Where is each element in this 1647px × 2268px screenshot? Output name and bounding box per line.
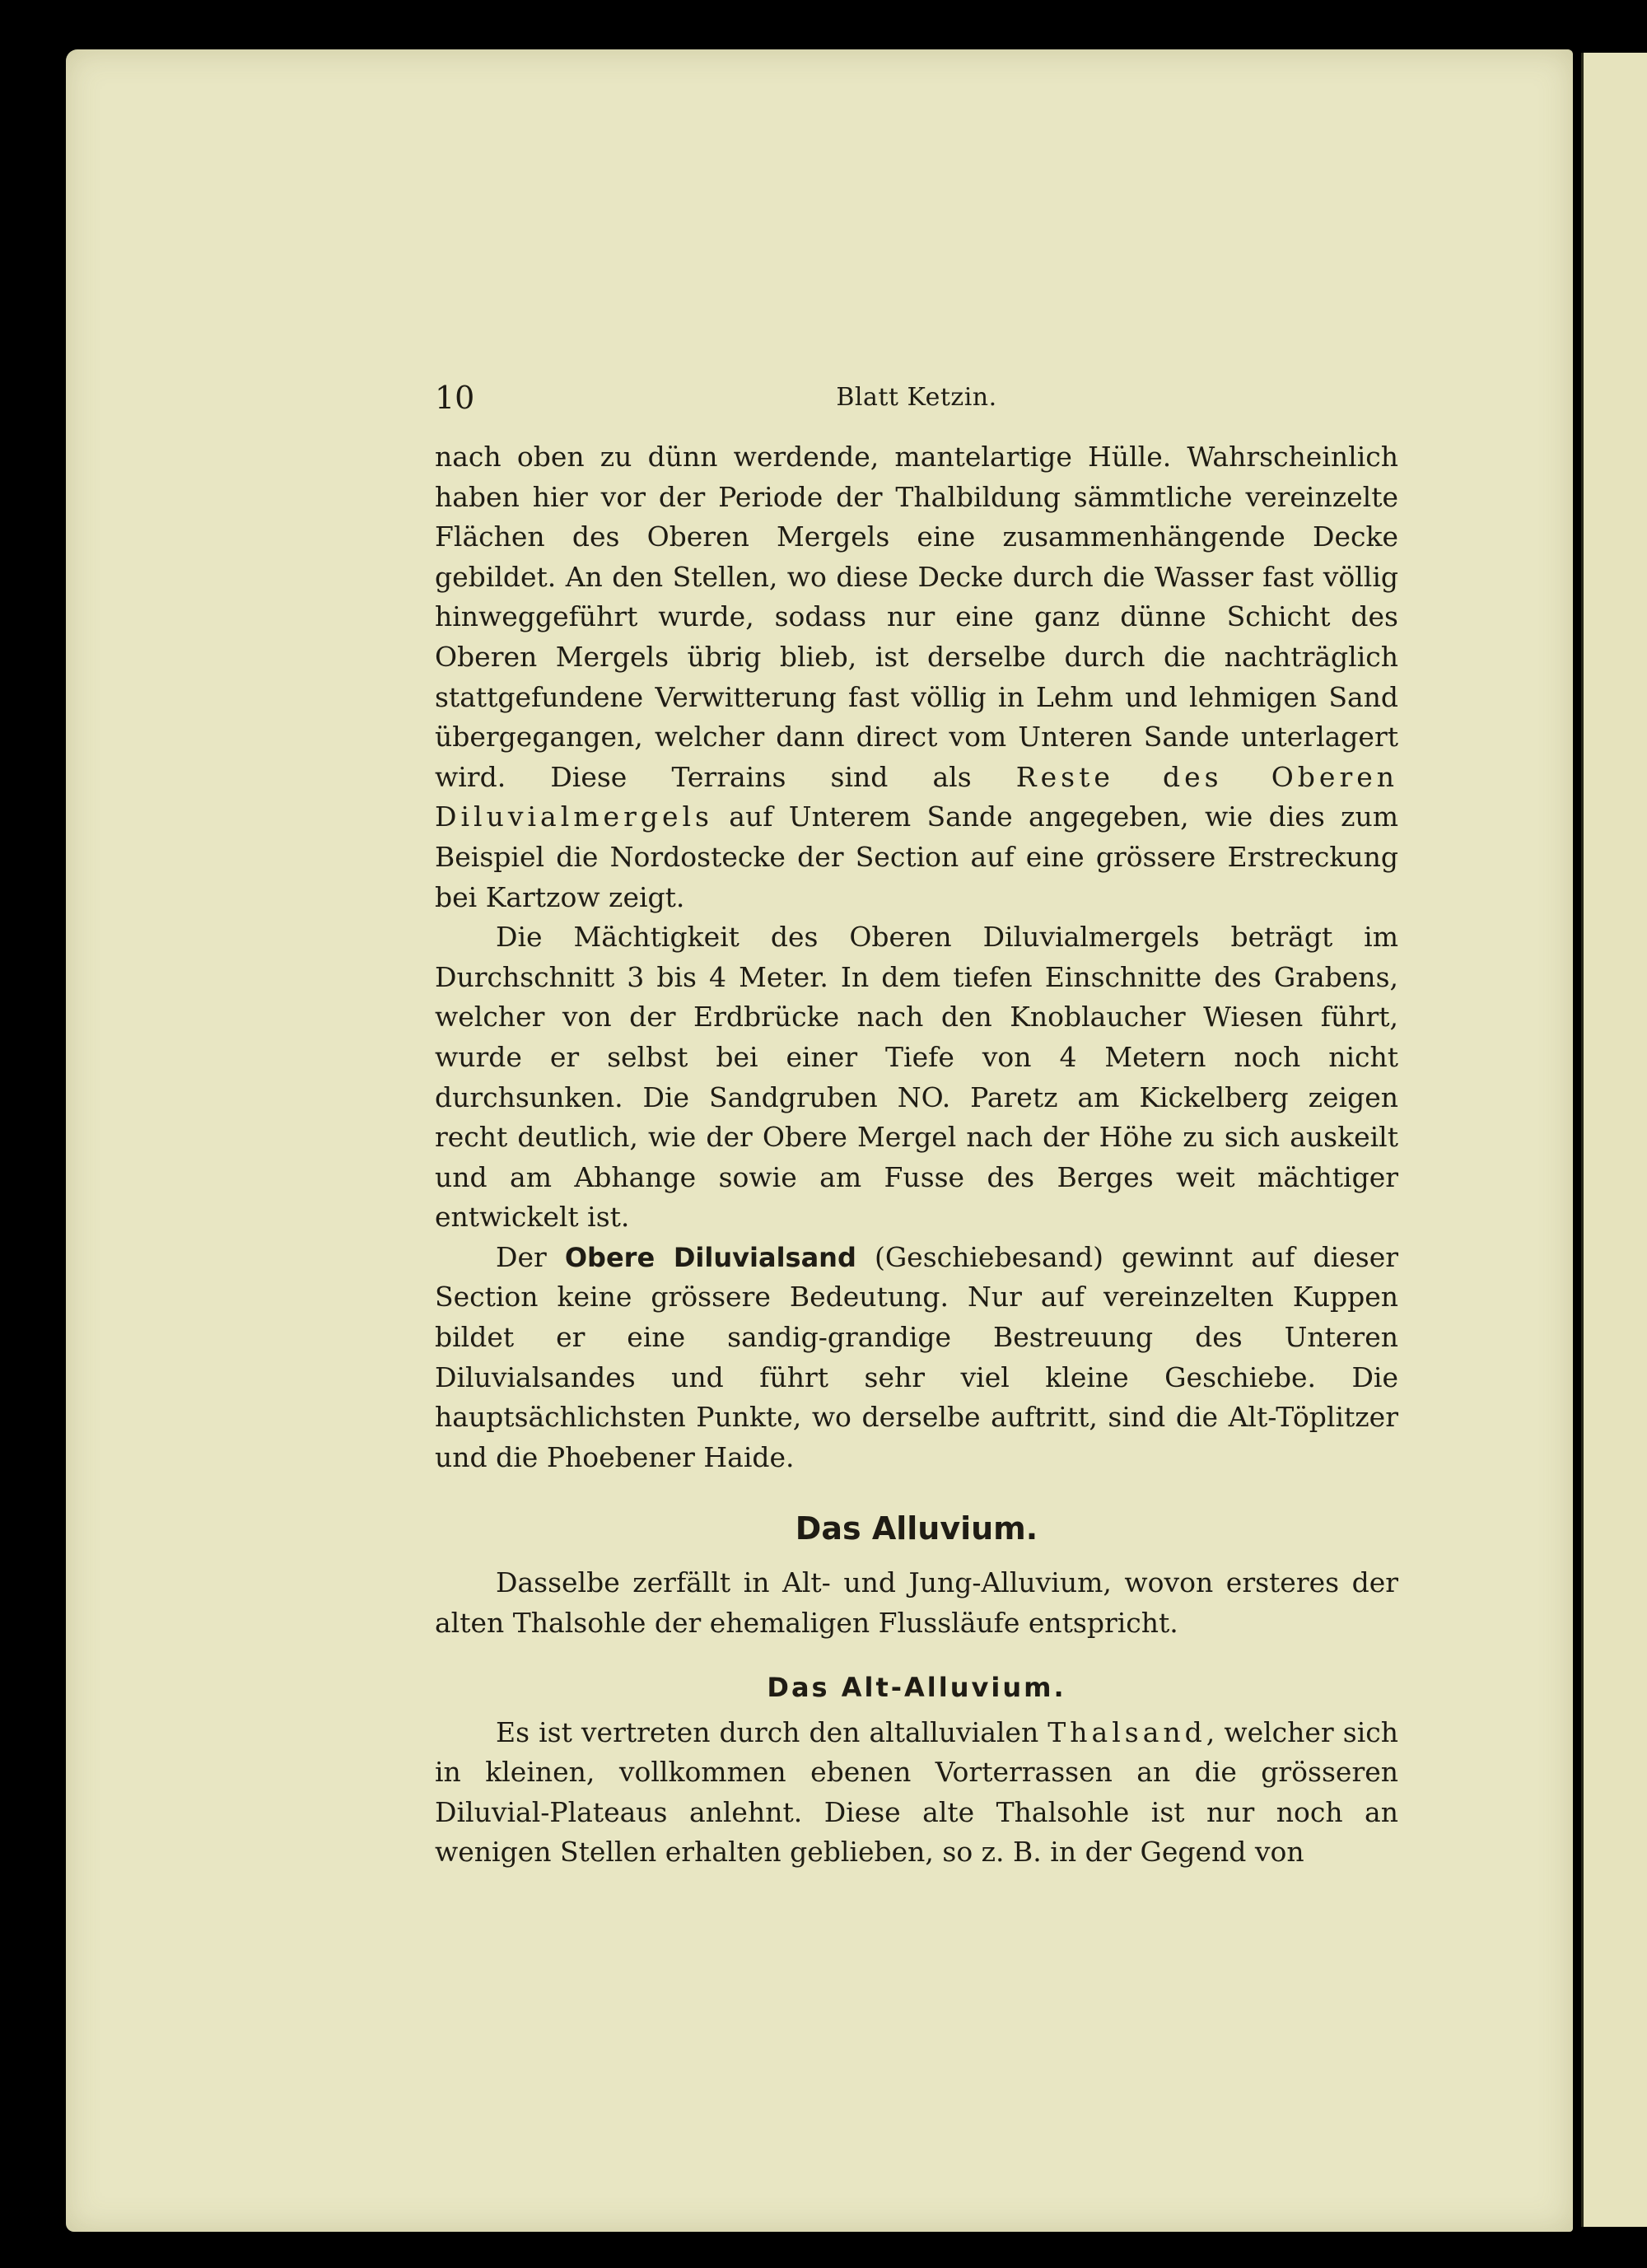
paragraph-5-spaced-term: Thalsand xyxy=(1047,1715,1206,1748)
paragraph-1-spaced-term: Reste des Oberen Diluvialmergels xyxy=(435,760,1399,833)
paragraph-4: Dasselbe zerfällt in Alt- und Jung-Alluvium, wovon ersteres der alten Thalsohle der ehemaligen Flussläufe entspricht. xyxy=(435,1566,1398,1640)
paragraph-3-text-a: Der xyxy=(496,1240,565,1273)
paragraph-3-text-b: (Geschiebesand) gewinnt auf dieser Section keine grössere Bedeutung. Nur auf vereinzelten Kuppen bildet er eine sandig-grandige Bestreuung des Unteren Diluvialsandes und führt sehr viel kleine Geschiebe. Die hauptsächlichsten Punkte, wo derselbe auftritt, sind die Alt-Töplitzer und die Phoebener Haide. xyxy=(435,1240,1399,1473)
paragraph-3-bold-term: Obere Diluvialsand xyxy=(564,1241,856,1273)
running-head-title: Blatt Ketzin. xyxy=(836,383,997,412)
adjacent-page-edge xyxy=(1581,53,1647,2227)
book-page xyxy=(66,49,1573,2232)
page-content xyxy=(435,325,1398,1873)
running-head xyxy=(435,325,1398,416)
page-number: 10 xyxy=(435,380,475,416)
paragraph-1 xyxy=(435,437,1398,917)
paragraph-1-text-a: nach oben zu dünn werdende, mantelartige Hülle. Wahrscheinlich haben hier vor der Periode der Thalbildung sämmtliche vereinzelte Flächen des Oberen Mergels eine zusammenhängende Decke gebildet. An den Stellen, wo diese Decke durch die Wasser fast völlig hinweggeführt wurde, sodass nur eine ganz dünne Schicht des Oberen Mergels übrig blieb, ist derselbe durch die nachträglich stattgefundene Verwitterung fast völlig in Lehm und lehmigen Sand übergegangen, welcher dann direct vom Unteren Sande unterlagert wird. Diese Terrains sind als xyxy=(435,441,1398,793)
paragraph-5-text-b: , welcher sich in kleinen, vollkommen ebenen Vorterrassen an die grösseren Diluvial-Plateaus anlehnt. Diese alte Thalsohle ist nur noch an wenigen Stellen erhalten geblieben, so z. B. in der Gegend von xyxy=(435,1715,1398,1869)
body-text xyxy=(435,437,1398,1873)
paragraph-3 xyxy=(435,1238,1398,1478)
section-heading-alt-alluvium: Das Alt-Alluvium. xyxy=(767,1671,1066,1703)
section-heading-alluvium: Das Alluvium. xyxy=(795,1510,1038,1547)
paragraph-1-text-b: auf Unterem Sande angegeben, wie dies zum Beispiel die Nordostecke der Section auf eine grössere Erstreckung bei Kartzow zeigt. xyxy=(435,800,1398,913)
paragraph-5 xyxy=(435,1713,1398,1873)
paragraph-2: Die Mächtigkeit des Oberen Diluvialmergels beträgt im Durchschnitt 3 bis 4 Meter. In dem tiefen Einschnitte des Grabens, welcher von der Erdbrücke nach den Knoblaucher Wiesen führt, wurde er selbst bei einer Tiefe von 4 Metern noch nicht durchsunken. Die Sandgruben NO. Paretz am Kickelberg zeigen recht deutlich, wie der Obere Mergel nach der Höhe zu sich auskeilt und am Abhange sowie am Fusse des Berges weit mächtiger entwickelt ist. xyxy=(435,921,1398,1234)
paragraph-5-text-a: Es ist vertreten durch den altalluvialen xyxy=(496,1715,1048,1748)
